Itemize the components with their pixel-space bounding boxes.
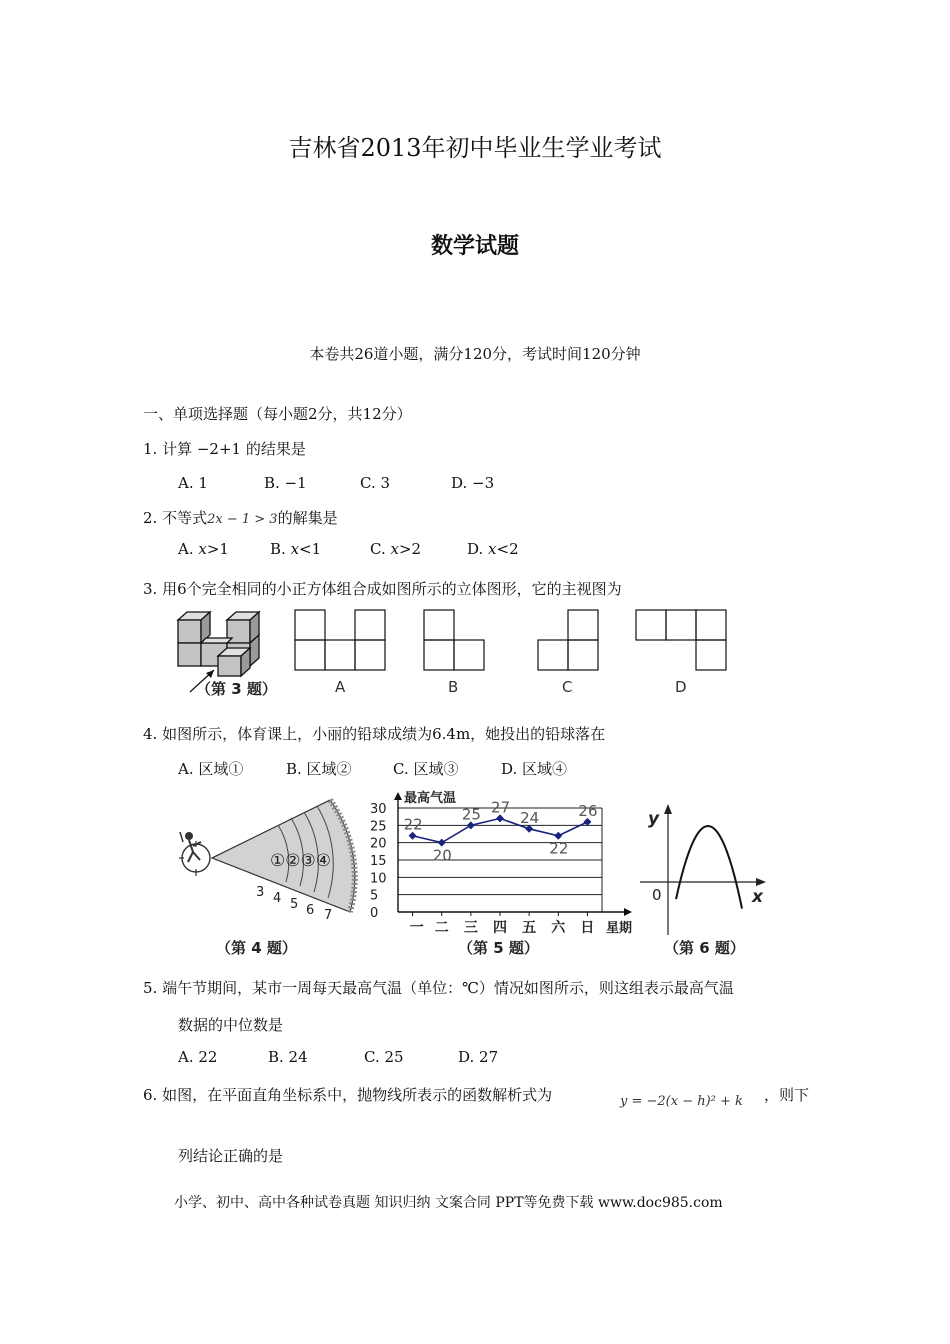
q4-caption: （第 4 题） xyxy=(216,939,297,957)
q5-x-tick-label: 六 xyxy=(551,920,566,936)
q4-arc-number-5: 5 xyxy=(290,897,299,912)
q6-text-after: ，则下 xyxy=(764,1086,810,1104)
q3-text: 用6个完全相同的小正方体组合成如图所示的立体图形，它的主视图为 xyxy=(162,580,622,598)
q5-y-tick-label: 25 xyxy=(370,819,387,835)
q5-stem-line1 xyxy=(143,977,734,998)
q5-x-axis-arrow xyxy=(624,908,632,916)
q5-text-line2: 数据的中位数是 xyxy=(178,1016,284,1034)
exam-note: 本卷共26道小题，满分120分，考试时间120分钟 xyxy=(309,345,641,363)
q4-arc-number-4: 4 xyxy=(273,891,282,906)
q5-y-tick-label: 30 xyxy=(370,802,387,817)
q6-x-axis-label: x xyxy=(752,887,763,907)
q2-suffix: 的解集是 xyxy=(277,509,338,527)
exam-title: 吉林省2013年初中毕业生学业考试 xyxy=(288,134,662,162)
q5-data-point xyxy=(438,839,446,847)
q6-stem-line1 xyxy=(143,1084,552,1105)
q5-x-axis-label: 星期 xyxy=(606,921,633,936)
q5-y-tick-label: 15 xyxy=(370,854,387,869)
page-footer: 小学、初中、高中各种试卷真题 知识归纳 文案合同 PPT等免费下载 www.doc985.com xyxy=(174,1195,723,1211)
q6-number: 6. xyxy=(143,1086,158,1104)
q5-y-axis-label: 最高气温 xyxy=(404,791,457,806)
q5-x-tick-label: 二 xyxy=(434,920,449,936)
q5-x-tick-label: 一 xyxy=(409,920,424,936)
q5-y-tick-label: 20 xyxy=(370,836,387,852)
q4-option-a: A. 区域① xyxy=(178,760,244,778)
q4-option-c: C. 区域③ xyxy=(393,760,459,778)
q6-origin-label: 0 xyxy=(652,886,662,904)
exam-subtitle: 数学试题 xyxy=(430,233,519,259)
q5-x-tick-label: 日 xyxy=(580,920,595,936)
q4-region-labels: ①②③④ xyxy=(270,851,331,871)
q5-x-tick-label: 三 xyxy=(463,920,478,936)
q5-option-b: B. 24 xyxy=(268,1048,308,1066)
q2-option-c: C. x>2 xyxy=(370,540,422,558)
q5-x-tick-label: 五 xyxy=(522,920,537,936)
q5-y-tick-label: 10 xyxy=(370,871,387,887)
q6-text-line1: 如图，在平面直角坐标系中，抛物线所表示的函数解析式为 xyxy=(162,1086,553,1104)
q1-text: 计算 −2+1 的结果是 xyxy=(162,440,306,458)
q5-number: 5. xyxy=(143,979,158,997)
q2-prefix: 不等式 xyxy=(162,509,208,527)
section-heading: 一、单项选择题（每小题2分，共12分） xyxy=(143,405,412,423)
q5-data-label: 26 xyxy=(578,801,598,820)
q5-caption: （第 5 题） xyxy=(458,939,539,957)
q4-number: 4. xyxy=(143,725,158,743)
q5-data-label: 22 xyxy=(403,815,423,834)
q2-expression: 2x − 1 > 3 xyxy=(207,512,278,527)
q2-option-d: D. x<2 xyxy=(467,540,519,558)
q1-option-b: B. −1 xyxy=(264,474,307,492)
q2-number: 2. xyxy=(143,509,158,527)
q2-option-a: A. x>1 xyxy=(178,540,229,558)
q2-option-b: B. x<1 xyxy=(270,540,322,558)
q5-y-tick-label: 0 xyxy=(370,906,379,921)
q3-choice-b-label: B xyxy=(448,678,459,696)
q5-data-label: 27 xyxy=(491,798,511,817)
q5-option-c: C. 25 xyxy=(364,1048,404,1066)
q4-option-d: D. 区域④ xyxy=(501,760,568,778)
q3-caption: （第 3 题） xyxy=(196,680,277,698)
q5-data-label: 22 xyxy=(549,839,569,858)
q6-caption: （第 6 题） xyxy=(664,939,745,957)
q6-text-line2: 列结论正确的是 xyxy=(178,1147,284,1165)
q1-option-d: D. −3 xyxy=(451,474,495,492)
q4-arc-number-7: 7 xyxy=(324,908,333,923)
q4-arc-number-6: 6 xyxy=(306,903,315,918)
q4-text: 如图所示，体育课上，小丽的铅球成绩为6.4m，她投出的铅球落在 xyxy=(162,725,606,743)
q5-temperature-chart xyxy=(370,790,632,936)
q1-number: 1. xyxy=(143,440,158,458)
q1-option-c: C. 3 xyxy=(360,474,391,492)
q5-text-line1: 端午节期间，某市一周每天最高气温（单位：℃）情况如图所示，则这组表示最高气温 xyxy=(162,979,734,997)
q3-choice-a-label: A xyxy=(335,678,346,696)
q5-y-tick-label: 5 xyxy=(370,888,379,904)
q3-choice-c-label: C xyxy=(562,678,573,696)
q5-y-axis-arrow xyxy=(394,792,402,800)
q1-option-a: A. 1 xyxy=(178,474,208,492)
q5-data-label: 25 xyxy=(461,805,481,824)
q4-option-b: B. 区域② xyxy=(286,760,352,778)
q5-data-point xyxy=(554,832,562,840)
q3-number: 3. xyxy=(143,580,158,598)
q3-choice-d-label: D xyxy=(675,678,687,696)
q4-arc-number-3: 3 xyxy=(256,885,265,900)
q6-formula: y = −2(x − h)² + k xyxy=(620,1094,743,1109)
q5-data-label: 20 xyxy=(432,846,452,865)
q5-data-label: 24 xyxy=(520,808,540,827)
q5-option-a: A. 22 xyxy=(178,1048,218,1066)
q5-option-d: D. 27 xyxy=(458,1048,499,1066)
q5-x-tick-label: 四 xyxy=(493,920,507,936)
q6-y-axis-label: y xyxy=(648,809,660,829)
